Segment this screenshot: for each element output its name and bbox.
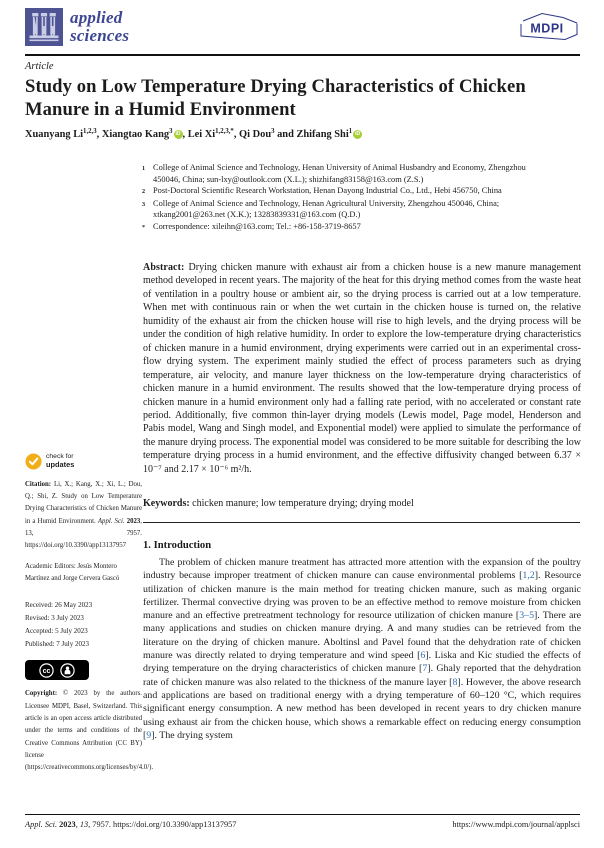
citation-ref[interactable]: 8: [452, 676, 458, 688]
margin-sidebar: [25, 450, 154, 775]
cc-icon: [39, 663, 54, 678]
correspondence-item: * Correspondence: xileihn@163.com; Tel.: +86-158-3719-8657: [142, 221, 361, 231]
author-name: Xuanyang Li: [25, 129, 84, 140]
citation-ref[interactable]: 3–5: [519, 610, 534, 622]
introduction-paragraph: The problem of chicken manure treatment has attracted more attention with the expansion of the poultry industry because improper treatment of chicken manure can cause environmental problems [1,2]. Resource utilization of chicken manure is the main method for treating chicken manure, such as making organic fertilizer. Thermal convective drying was proven to be an effective method to remove moisture from chicken manure and an effective pretreatment technology for resource utilization of chicken manure [3–5]. There are many applications and studies on chicken manure drying. A and many studies can be retrieved from the literature on the drying of chicken manure. Aboltinsl and Pavel found that the dehydration rate of chicken manure was directly related to drying temperature and wind speed [6]. Liska and Kic studied the effects of drying temperature on the drying characteristics of chicken manure [7]. Ghaly reported that the dehydration rate of chicken manure was also related to the thickness of the manure layer [8]. However, the above research and applications are based on traditional energy with a drying temperature of 60–120 °C, which requires significant energy consumption. A new method has been developed in recent years to dry chicken manure using exhaust air from the chicken house, which shows a remarkable effect on reducing energy consumption [9]. The drying system: [143, 557, 581, 741]
received-date: Received: 26 May 2023: [25, 600, 93, 609]
footer-doi-link[interactable]: , 7957. https://doi.org/10.3390/app13137957: [88, 820, 237, 829]
revised-date: Revised: 3 July 2023: [25, 613, 84, 622]
citation-ref[interactable]: 1,2: [522, 570, 535, 582]
cc-by-person-icon: [60, 663, 75, 678]
updates-check-icon: [25, 453, 42, 470]
check-updates-label: check for updates: [46, 453, 75, 469]
article-type-label: Article: [25, 61, 54, 72]
applied-sciences-logo-icon: [25, 8, 63, 46]
author-name: Qi Dou: [239, 129, 272, 140]
citation-ref[interactable]: 6: [420, 650, 426, 662]
check-for-updates-badge[interactable]: [25, 450, 142, 472]
accepted-date: Accepted: 5 July 2023: [25, 627, 88, 636]
paper-title: Study on Low Temperature Drying Characteristics of Chicken Manure in a Humid Environment: [25, 76, 526, 120]
citation-note: Citation: Li, X.; Kang, X.; Xi, L.; Dou, Q.; Shi, Z. Study on Low Temperature Drying Characteristics of Chicken Manure in a Humid Environment. Appl. Sci. 2023, 13, 7957. https://doi.org/10.3390/app13137957: [25, 481, 142, 550]
author-name: Lei Xi: [187, 129, 216, 140]
citation-ref[interactable]: 9: [146, 729, 152, 741]
abstract-label: Abstract:: [143, 262, 185, 273]
svg-text:cc: cc: [42, 668, 51, 676]
affiliation-item: 3 College of Animal Science and Technology, Henan Agricultural University, Zhengzhou 450046, China; xtkang2001@263.net (X.K.); 13283839331@163.com (Q.D.): [142, 198, 500, 219]
affiliation-item: 1 College of Animal Science and Technology, Henan University of Animal Husbandry and Economy, Zhengzhou 450046, China; sun-lxy@outlook.com (X.L.); shizhifang83158@163.com (Z.S.): [142, 163, 526, 184]
mdpi-wordmark: MDPI: [530, 21, 564, 36]
journal-logo[interactable]: [25, 8, 129, 46]
published-date: Published: 7 July 2023: [25, 640, 89, 649]
orcid-icon[interactable]: iD: [355, 131, 361, 137]
journal-name: applied sciences: [70, 8, 130, 45]
footer-divider: [25, 814, 580, 815]
keywords-label: Keywords:: [143, 498, 190, 509]
author-line: Xuanyang Li$^{1,2,3}$, Xiangtao Kang$^3$ iD , Lei $Xi^{1,2,3,*}$, Qi Dou$^3$ and Zhifang Shi$^1$ iD: [25, 128, 361, 140]
affiliation-item: 2 Post-Doctoral Scientific Research Workstation, Henan Dayong Industrial Co., Ltd., Hebi 456750, China: [142, 186, 502, 195]
page-footer: [25, 820, 580, 829]
citation-doi[interactable]: , 13, 7957. https://doi.org/10.3390/app13137957: [25, 517, 142, 550]
cc-by-license-badge[interactable]: [25, 660, 89, 680]
copyright-note: Copyright: © 2023 by the authors. Licensee MDPI, Basel, Switzerland. This article is an open access article distributed under the terms and conditions of the Creative Commons Attribution (CC BY) license (https://creativecommons.org/licenses/by/4.0/).: [25, 690, 154, 772]
affiliation-list: [142, 162, 542, 233]
footer-citation: Appl. Sci. 2023, 13, 7957. https://doi.org/10.3390/app13137957: [25, 820, 237, 829]
history-dates: [25, 599, 142, 652]
author-name: Xiangtao Kang: [101, 129, 170, 140]
abstract: Abstract: Drying chicken manure with exhaust air from a chicken house is a new manure management method developed in recent years. The majority of the heat for this drying method comes from the waste heat of ventilation in a poultry house or ambient air, so the drying process is carried out at a low temperature. When met with continuous rain or when the wet curtain in the chicken house is turned on, the relative humidity of the exhaust air from the chicken house will rise to high levels, and the drying process will be under the condition of high relative humidity. In order to explore the low-temperature drying characteristics of chicken manure in a humid environment, drying experiments were carried out in an experimental cross-flow drying system. The experiment mainly studied the effect of process parameters such as drying temperature, air velocity, and manure layer thickness on the low-temperature drying characteristics of chicken manure in a humid environment. The results showed that the low-temperature drying process of chicken manure in a humid environment only had a falling rate period, with no accelerated or constant rate period. Additionally, five common thin-layer drying models (Lewis model, Page model, Henderson and Pabis model, Wang and Singh model, and Exponential model) were applied to simulate the performance of the manure drying process. The exponential model was considered to be more suitable for describing the low temperature drying process in a humid environment, and the effective diffusivity changed between 6.37 × 10⁻⁷ and 2.17 × 10⁻⁶ m²/h.: [143, 262, 581, 475]
academic-editors-note: Academic Editors: Jesús Montero Martínez and Jorge Cervera Gascó: [25, 563, 120, 583]
orcid-icon[interactable]: iD: [175, 131, 181, 137]
keywords-divider: [143, 522, 580, 523]
citation-ref[interactable]: 7: [422, 663, 428, 675]
keywords-line: Keywords: chicken manure; low temperature drying; drying model: [143, 498, 414, 509]
mdpi-logo[interactable]: [518, 11, 580, 44]
section-heading-introduction: 1. Introduction: [143, 540, 212, 551]
header-divider: [25, 54, 580, 56]
author-name: Zhifang Shi: [296, 129, 349, 140]
footer-journal-url[interactable]: https://www.mdpi.com/journal/applsci: [452, 820, 580, 829]
